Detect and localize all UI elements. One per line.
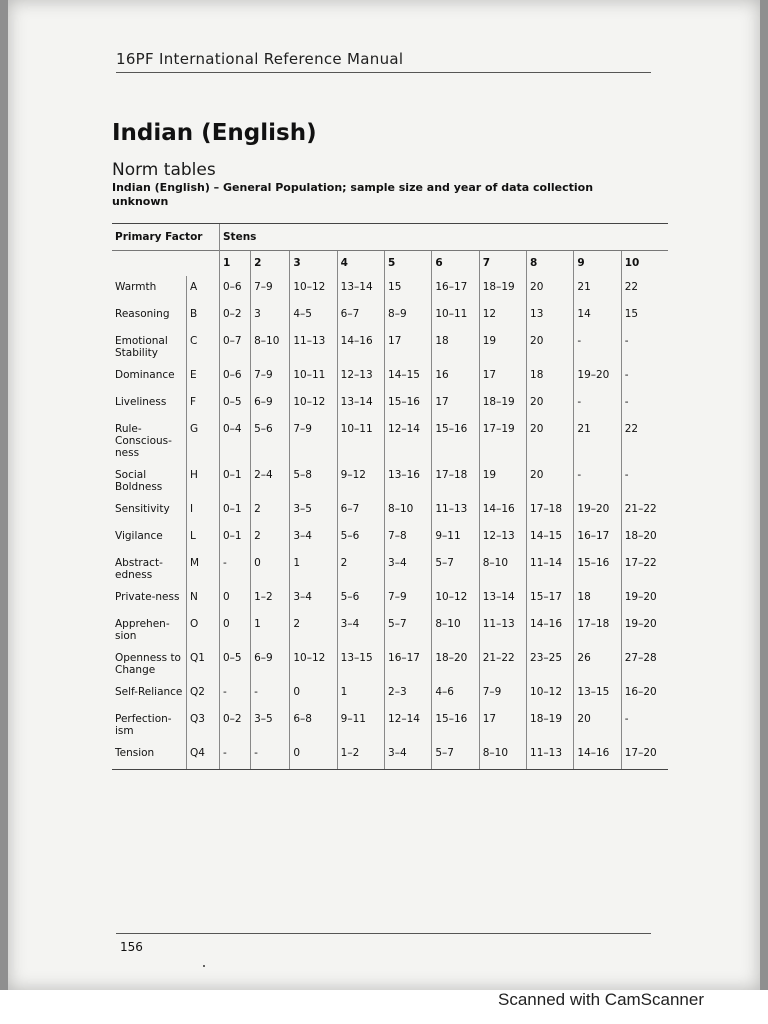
score-range-cell: 15 xyxy=(385,276,432,303)
score-range-cell: 8–10 xyxy=(251,330,290,364)
factor-letter: F xyxy=(187,391,220,418)
score-range-cell: 10–11 xyxy=(337,418,384,464)
factor-letter: N xyxy=(187,586,220,613)
score-range-cell: 17–20 xyxy=(621,742,668,770)
factor-name: Abstract-edness xyxy=(115,557,163,581)
score-range-cell: 19–20 xyxy=(621,613,668,647)
factor-letter: B xyxy=(187,303,220,330)
score-range-cell: - xyxy=(574,330,621,364)
score-range-cell: 12–13 xyxy=(337,364,384,391)
score-range-cell: - xyxy=(621,391,668,418)
scanner-watermark: Scanned with CamScanner xyxy=(498,990,705,1009)
table-row xyxy=(112,498,668,525)
score-range-cell: 13–15 xyxy=(574,681,621,708)
blank-header-cell xyxy=(112,251,187,277)
score-range-cell: 14–16 xyxy=(337,330,384,364)
score-range-cell: 20 xyxy=(527,276,574,303)
score-range-cell: 16–17 xyxy=(385,647,432,681)
factor-name: Tension xyxy=(112,742,187,770)
factor-name: Social Boldness xyxy=(115,469,163,493)
score-range-cell: 17 xyxy=(479,708,526,742)
score-range-cell: - xyxy=(574,464,621,498)
score-range-cell: 16–17 xyxy=(432,276,479,303)
factor-letter: O xyxy=(187,613,220,647)
factor-letter: Q4 xyxy=(187,742,220,770)
table-body xyxy=(112,276,668,770)
score-range-cell: 18 xyxy=(574,586,621,613)
score-range-cell: 3–4 xyxy=(290,586,337,613)
score-range-cell: 7–8 xyxy=(385,525,432,552)
score-range-cell: 14–16 xyxy=(574,742,621,770)
factor-name: Self-Reliance xyxy=(115,686,183,698)
score-range-cell: - xyxy=(621,364,668,391)
factor-letter: H xyxy=(187,464,220,498)
score-range-cell: 11–13 xyxy=(527,742,574,770)
score-range-cell: 19–20 xyxy=(621,586,668,613)
score-range-cell: 0–6 xyxy=(220,276,251,303)
factor-name: Perfection-ism xyxy=(115,713,172,737)
score-range-cell: 17–22 xyxy=(621,552,668,586)
factor-name: Liveliness xyxy=(115,396,167,408)
score-range-cell: 10–12 xyxy=(290,276,337,303)
score-range-cell: 13–16 xyxy=(385,464,432,498)
score-range-cell: - xyxy=(621,330,668,364)
score-range-cell: 27–28 xyxy=(621,647,668,681)
score-range-cell: 10–12 xyxy=(527,681,574,708)
score-range-cell: 3–5 xyxy=(251,708,290,742)
score-range-cell: 15–17 xyxy=(527,586,574,613)
table-row xyxy=(112,303,668,330)
score-range-cell: - xyxy=(220,552,251,586)
score-range-cell: 5–7 xyxy=(432,552,479,586)
score-range-cell: 19–20 xyxy=(574,498,621,525)
score-range-cell: - xyxy=(621,708,668,742)
sten-number-header: 8 xyxy=(527,251,574,277)
score-range-cell: 5–6 xyxy=(337,525,384,552)
factor-name: Private-ness xyxy=(115,591,180,603)
score-range-cell: 19 xyxy=(479,464,526,498)
score-range-cell: 1–2 xyxy=(337,742,384,770)
score-range-cell: 19 xyxy=(479,330,526,364)
score-range-cell: 16–20 xyxy=(621,681,668,708)
sten-number-header: 6 xyxy=(432,251,479,277)
score-range-cell: 18–20 xyxy=(432,647,479,681)
score-range-cell: 14 xyxy=(574,303,621,330)
factor-name: Emotional Stability xyxy=(115,335,168,359)
score-range-cell: 5–7 xyxy=(432,742,479,770)
footer-rule xyxy=(116,933,651,934)
score-range-cell: 17–18 xyxy=(527,498,574,525)
table-row xyxy=(112,391,668,418)
score-range-cell: 18 xyxy=(527,364,574,391)
factor-name: Warmth xyxy=(115,281,157,293)
table-row xyxy=(112,613,668,647)
score-range-cell: 20 xyxy=(527,391,574,418)
score-range-cell: 8–10 xyxy=(479,552,526,586)
score-range-cell: 11–13 xyxy=(432,498,479,525)
sten-number-header: 9 xyxy=(574,251,621,277)
score-range-cell: 1 xyxy=(290,552,337,586)
score-range-cell: 2 xyxy=(290,613,337,647)
header-rule xyxy=(116,72,651,73)
factor-letter: Q1 xyxy=(187,647,220,681)
table-row xyxy=(112,742,668,770)
score-range-cell: 21 xyxy=(574,418,621,464)
factor-name: Apprehen-sion xyxy=(115,618,170,642)
score-range-cell: 12–14 xyxy=(385,418,432,464)
score-range-cell: 8–10 xyxy=(432,613,479,647)
score-range-cell: 3–5 xyxy=(290,498,337,525)
table-row xyxy=(112,418,668,464)
score-range-cell: 0 xyxy=(251,552,290,586)
score-range-cell: - xyxy=(251,681,290,708)
score-range-cell: 5–6 xyxy=(251,418,290,464)
score-range-cell: 3–4 xyxy=(337,613,384,647)
score-range-cell: 0–2 xyxy=(220,303,251,330)
score-range-cell: 14–15 xyxy=(527,525,574,552)
score-range-cell: 1–2 xyxy=(251,586,290,613)
score-range-cell: 20 xyxy=(527,330,574,364)
score-range-cell: 0–1 xyxy=(220,464,251,498)
score-range-cell: 18–19 xyxy=(479,391,526,418)
score-range-cell: 18–19 xyxy=(479,276,526,303)
score-range-cell: 11–14 xyxy=(527,552,574,586)
sten-number-header: 5 xyxy=(385,251,432,277)
score-range-cell: - xyxy=(220,742,251,770)
running-header: 16PF International Reference Manual xyxy=(116,50,404,68)
score-range-cell: 11–13 xyxy=(479,613,526,647)
score-range-cell: 9–12 xyxy=(337,464,384,498)
score-range-cell: 5–6 xyxy=(337,586,384,613)
table-caption: Indian (English) – General Population; sample size and year of data collection unknown xyxy=(112,181,594,208)
score-range-cell: 8–10 xyxy=(385,498,432,525)
table-header-row-1 xyxy=(112,224,668,251)
score-range-cell: 21 xyxy=(574,276,621,303)
table-row xyxy=(112,681,668,708)
score-range-cell: 0 xyxy=(290,742,337,770)
sten-number-header: 4 xyxy=(337,251,384,277)
score-range-cell: 13–14 xyxy=(479,586,526,613)
score-range-cell: 20 xyxy=(574,708,621,742)
score-range-cell: 22 xyxy=(621,418,668,464)
score-range-cell: 8–9 xyxy=(385,303,432,330)
factor-letter: Q3 xyxy=(187,708,220,742)
score-range-cell: 3 xyxy=(251,303,290,330)
table-row xyxy=(112,647,668,681)
score-range-cell: 13–14 xyxy=(337,276,384,303)
factor-letter: E xyxy=(187,364,220,391)
score-range-cell: 10–11 xyxy=(432,303,479,330)
sten-number-header: 2 xyxy=(251,251,290,277)
score-range-cell: 10–12 xyxy=(290,647,337,681)
score-range-cell: 0–6 xyxy=(220,364,251,391)
score-range-cell: 0 xyxy=(220,613,251,647)
factor-letter: Q2 xyxy=(187,681,220,708)
table-row xyxy=(112,364,668,391)
speck xyxy=(203,965,205,967)
factor-letter: G xyxy=(187,418,220,464)
table-row xyxy=(112,525,668,552)
score-range-cell: 2–3 xyxy=(385,681,432,708)
score-range-cell: 17–19 xyxy=(479,418,526,464)
score-range-cell: 4–6 xyxy=(432,681,479,708)
score-range-cell: 6–9 xyxy=(251,647,290,681)
score-range-cell: 13 xyxy=(527,303,574,330)
score-range-cell: 5–7 xyxy=(385,613,432,647)
score-range-cell: 14–16 xyxy=(527,613,574,647)
score-range-cell: 7–9 xyxy=(251,276,290,303)
score-range-cell: - xyxy=(251,742,290,770)
score-range-cell: 6–9 xyxy=(251,391,290,418)
sten-number-header: 7 xyxy=(479,251,526,277)
section-subtitle: Norm tables xyxy=(112,160,216,180)
score-range-cell: 5–8 xyxy=(290,464,337,498)
score-range-cell: 3–4 xyxy=(385,742,432,770)
score-range-cell: 6–7 xyxy=(337,303,384,330)
page-number: 156 xyxy=(120,940,143,954)
table-row xyxy=(112,586,668,613)
score-range-cell: 18–19 xyxy=(527,708,574,742)
factor-letter: M xyxy=(187,552,220,586)
norm-table xyxy=(112,223,668,770)
score-range-cell: 3–4 xyxy=(290,525,337,552)
score-range-cell: 0–1 xyxy=(220,525,251,552)
score-range-cell: 17–18 xyxy=(574,613,621,647)
score-range-cell: 15–16 xyxy=(385,391,432,418)
score-range-cell: 8–10 xyxy=(479,742,526,770)
score-range-cell: 10–12 xyxy=(290,391,337,418)
table-row xyxy=(112,708,668,742)
table-row xyxy=(112,330,668,364)
score-range-cell: 18–20 xyxy=(621,525,668,552)
score-range-cell: 17 xyxy=(385,330,432,364)
table-row xyxy=(112,276,668,303)
score-range-cell: - xyxy=(621,464,668,498)
score-range-cell: 7–9 xyxy=(385,586,432,613)
factor-name: Sensitivity xyxy=(115,503,170,515)
score-range-cell: 21–22 xyxy=(479,647,526,681)
factor-name: Openness to Change xyxy=(115,652,181,676)
score-range-cell: 23–25 xyxy=(527,647,574,681)
score-range-cell: 2–4 xyxy=(251,464,290,498)
score-range-cell: 15–16 xyxy=(574,552,621,586)
score-range-cell: 0–1 xyxy=(220,498,251,525)
score-range-cell: 14–16 xyxy=(479,498,526,525)
score-range-cell: 0 xyxy=(220,586,251,613)
score-range-cell: 7–9 xyxy=(479,681,526,708)
score-range-cell: 12–14 xyxy=(385,708,432,742)
score-range-cell: 6–8 xyxy=(290,708,337,742)
score-range-cell: 7–9 xyxy=(290,418,337,464)
score-range-cell: 16 xyxy=(432,364,479,391)
factor-name: Reasoning xyxy=(115,308,170,320)
score-range-cell: 7–9 xyxy=(251,364,290,391)
score-range-cell: 9–11 xyxy=(432,525,479,552)
score-range-cell: 0–5 xyxy=(220,391,251,418)
score-range-cell: 15–16 xyxy=(432,418,479,464)
score-range-cell: 2 xyxy=(251,525,290,552)
score-range-cell: - xyxy=(574,391,621,418)
score-range-cell: 1 xyxy=(251,613,290,647)
sten-number-header: 1 xyxy=(220,251,251,277)
score-range-cell: 12–13 xyxy=(479,525,526,552)
score-range-cell: 18 xyxy=(432,330,479,364)
blank-header-cell xyxy=(187,251,220,277)
primary-factor-header: Primary Factor xyxy=(112,224,220,251)
score-range-cell: 15–16 xyxy=(432,708,479,742)
sten-number-header: 3 xyxy=(290,251,337,277)
score-range-cell: 2 xyxy=(337,552,384,586)
factor-letter: A xyxy=(187,276,220,303)
score-range-cell: 0–5 xyxy=(220,647,251,681)
factor-letter: I xyxy=(187,498,220,525)
score-range-cell: 9–11 xyxy=(337,708,384,742)
score-range-cell: 26 xyxy=(574,647,621,681)
score-range-cell: 11–13 xyxy=(290,330,337,364)
score-range-cell: 22 xyxy=(621,276,668,303)
table-header-row-2 xyxy=(112,251,668,277)
factor-letter: L xyxy=(187,525,220,552)
score-range-cell: 21–22 xyxy=(621,498,668,525)
score-range-cell: - xyxy=(220,681,251,708)
score-range-cell: 14–15 xyxy=(385,364,432,391)
table-row xyxy=(112,464,668,498)
page-title: Indian (English) xyxy=(112,120,317,146)
score-range-cell: 1 xyxy=(337,681,384,708)
factor-letter: C xyxy=(187,330,220,364)
factor-name: Vigilance xyxy=(115,530,163,542)
score-range-cell: 17 xyxy=(432,391,479,418)
score-range-cell: 20 xyxy=(527,464,574,498)
score-range-cell: 0–2 xyxy=(220,708,251,742)
score-range-cell: 19–20 xyxy=(574,364,621,391)
score-range-cell: 2 xyxy=(251,498,290,525)
table-row xyxy=(112,552,668,586)
score-range-cell: 20 xyxy=(527,418,574,464)
score-range-cell: 13–15 xyxy=(337,647,384,681)
score-range-cell: 12 xyxy=(479,303,526,330)
score-range-cell: 15 xyxy=(621,303,668,330)
score-range-cell: 4–5 xyxy=(290,303,337,330)
sten-number-header: 10 xyxy=(621,251,668,277)
score-range-cell: 3–4 xyxy=(385,552,432,586)
stens-header: Stens xyxy=(220,224,669,251)
factor-name: Rule-Conscious-ness xyxy=(115,423,172,459)
score-range-cell: 10–11 xyxy=(290,364,337,391)
score-range-cell: 16–17 xyxy=(574,525,621,552)
scanned-page xyxy=(8,0,760,990)
score-range-cell: 13–14 xyxy=(337,391,384,418)
score-range-cell: 17–18 xyxy=(432,464,479,498)
score-range-cell: 0 xyxy=(290,681,337,708)
score-range-cell: 6–7 xyxy=(337,498,384,525)
score-range-cell: 10–12 xyxy=(432,586,479,613)
factor-name: Dominance xyxy=(115,369,175,381)
score-range-cell: 0–7 xyxy=(220,330,251,364)
score-range-cell: 17 xyxy=(479,364,526,391)
score-range-cell: 0–4 xyxy=(220,418,251,464)
